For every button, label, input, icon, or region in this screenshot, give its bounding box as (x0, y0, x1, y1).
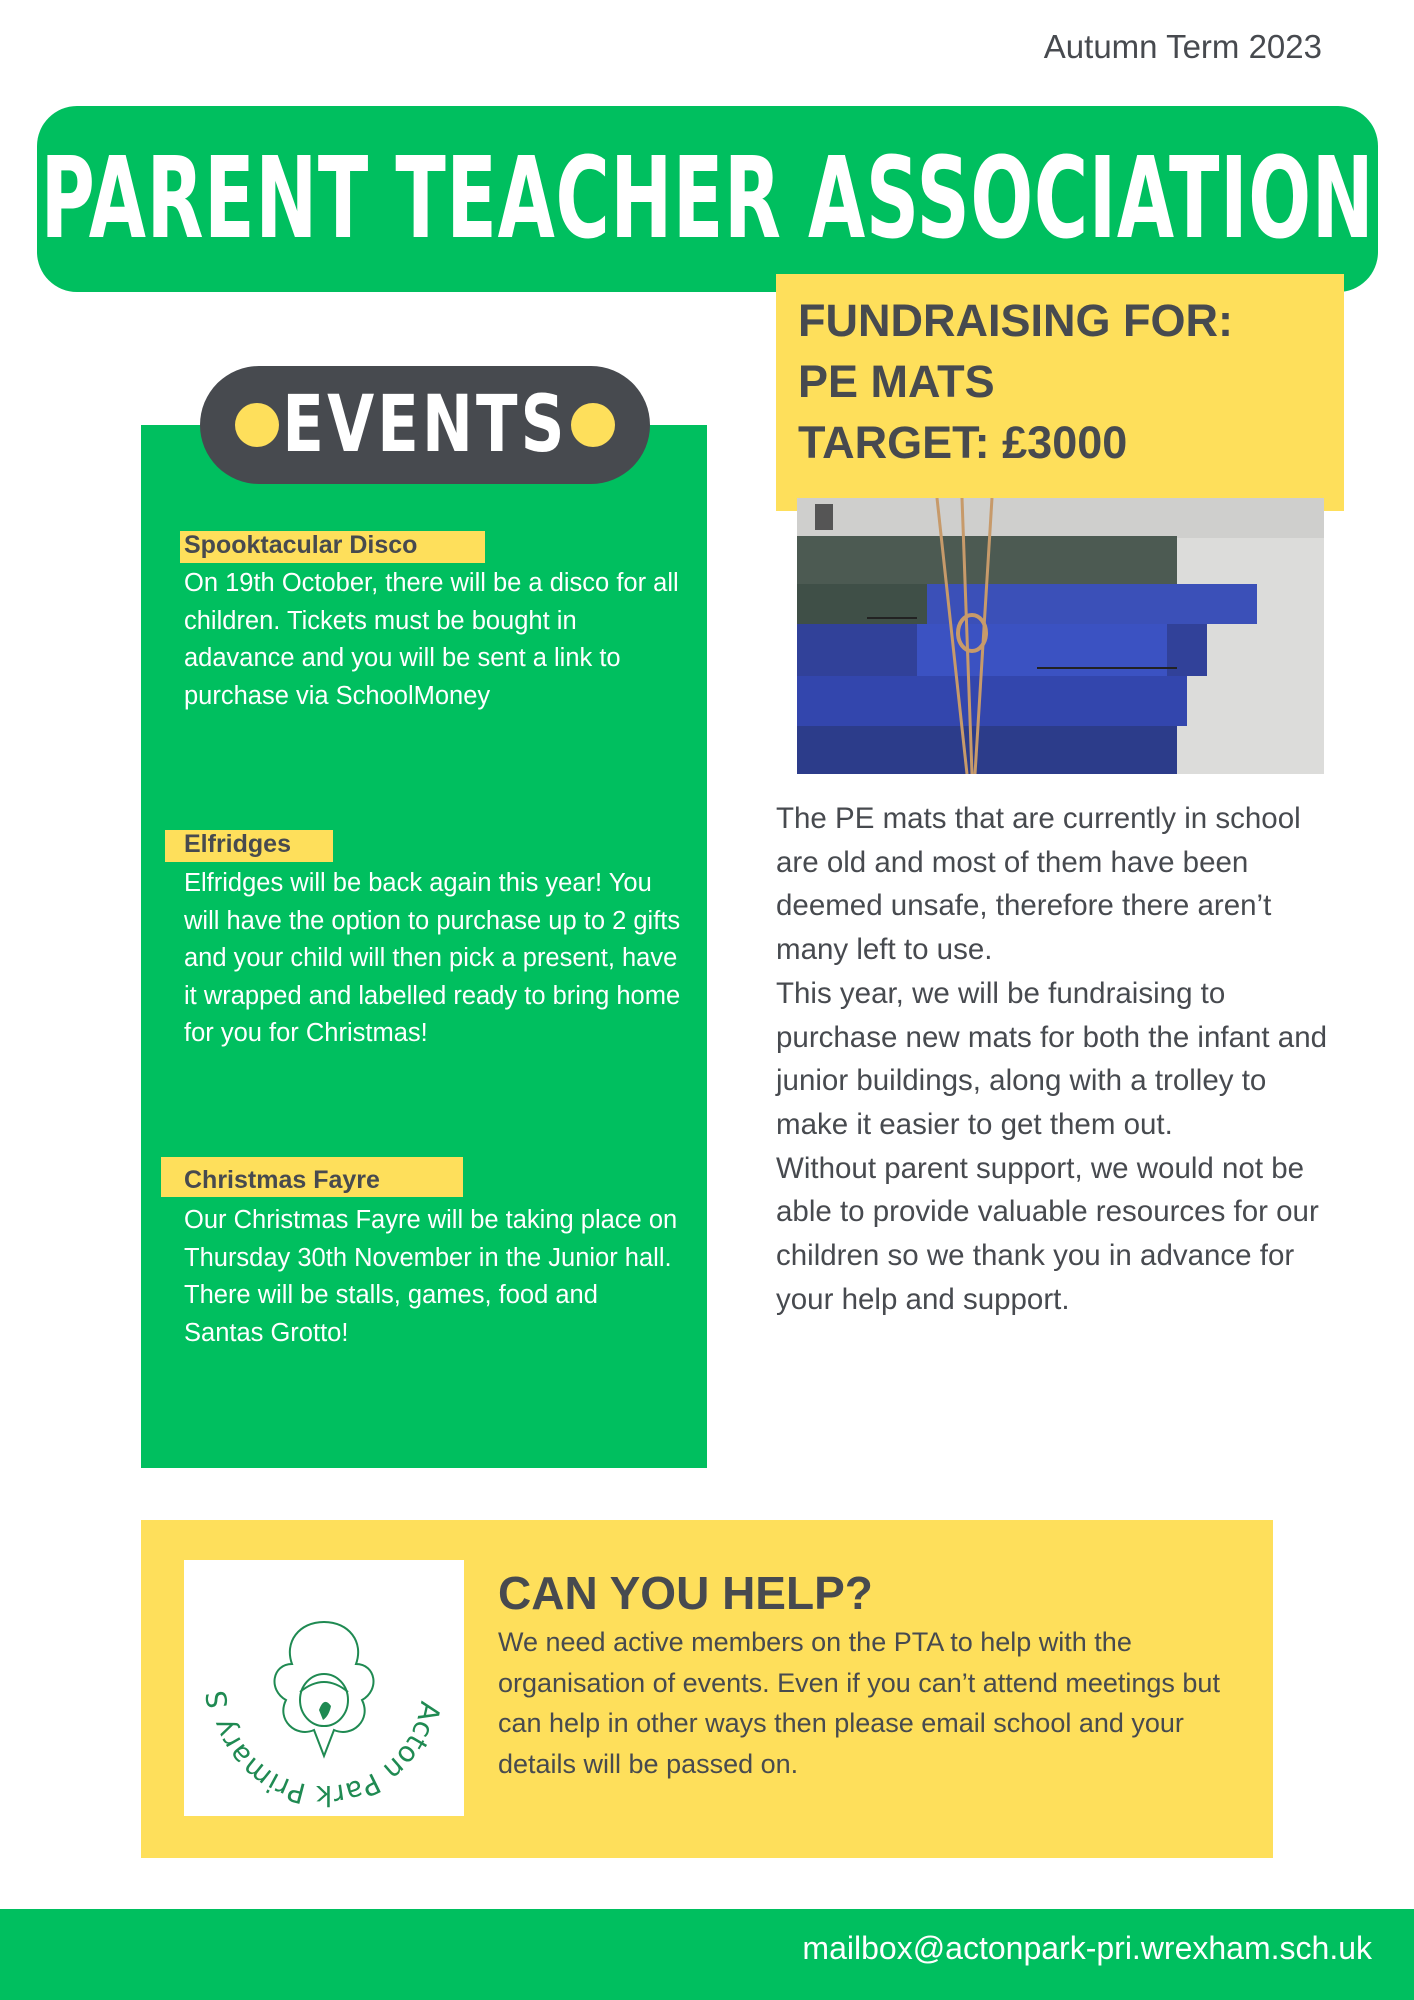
help-description: We need active members on the PTA to help with the organisation of events. Even if you can’t attend meetings but can help in other ways then please email school and your details will be passed on. (498, 1627, 1220, 1779)
paragraph: Without parent support, we would not be able to provide valuable resources for our children so we thank you in advance for your help and support. (776, 1151, 1319, 1316)
logo-ring-text: Acton Park Primary S (199, 1688, 448, 1813)
event-description: Elfridges will be back again this year! You will have the option to purchase up to 2 gifts and your child will then pick a present, have it wrapped and labelled ready to bring home for you for Christmas! (184, 869, 681, 1047)
fundraising-label: FUNDRAISING FOR: (798, 295, 1233, 346)
paragraph: This year, we will be fundraising to purchase new mats for both the infant and junior buildings, along with a trolley to make it easier to get them out. (776, 976, 1328, 1141)
event-title: Christmas Fayre (184, 1166, 380, 1194)
page-title: PARENT TEACHER ASSOCIATION (40, 134, 1375, 264)
term-label: Autumn Term 2023 (1043, 28, 1322, 65)
paragraph: The PE mats that are currently in school are old and most of them have been deemed unsafe, therefore there aren’t many left to use. (776, 802, 1301, 967)
event-title: Spooktacular Disco (184, 531, 418, 559)
contact-email: mailbox@actonpark-pri.wrexham.sch.uk (802, 1930, 1372, 1966)
fundraising-target-item: PE MATS (798, 356, 995, 407)
event-title: Elfridges (184, 830, 291, 858)
pe-mats-illustration (797, 498, 1324, 774)
events-heading: EVENTS (282, 380, 568, 470)
school-logo-emblem (184, 1560, 464, 1816)
school-logo (184, 1560, 464, 1816)
bullet-dot-icon (571, 403, 615, 447)
event-description: Our Christmas Fayre will be taking place on Thursday 30th November in the Junior hall. There will be stalls, games, food and Santas Grotto! (184, 1206, 678, 1347)
fundraising-description (776, 797, 1336, 1321)
pe-mats-photo (797, 498, 1324, 774)
event-description: On 19th October, there will be a disco for all children. Tickets must be bought in adavance and you will be sent a link to purchase via SchoolMoney (184, 569, 679, 710)
fundraising-heading (798, 290, 1338, 473)
fundraising-target-amount: TARGET: £3000 (798, 417, 1128, 468)
help-title: CAN YOU HELP? (498, 1567, 873, 1619)
events-heading-pill (200, 366, 650, 484)
